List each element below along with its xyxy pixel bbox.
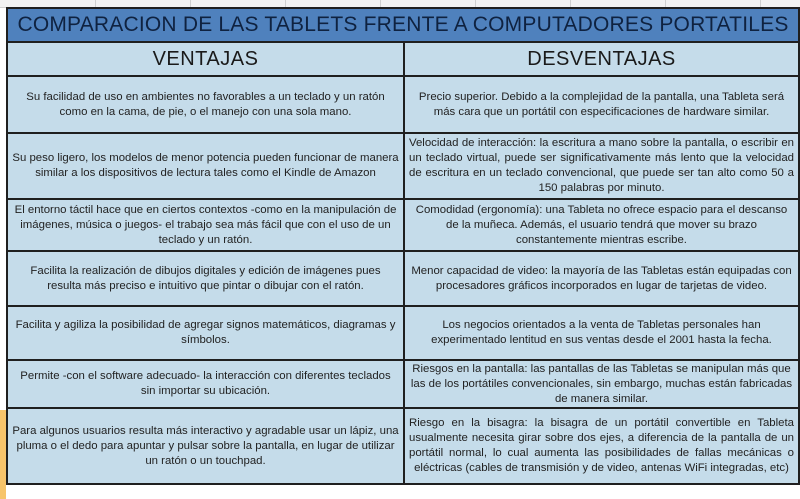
- table-title[interactable]: COMPARACION DE LAS TABLETS FRENTE A COMPUTADORES PORTATILES: [7, 8, 799, 42]
- table-row: [7, 76, 799, 133]
- ventaja-cell[interactable]: Su facilidad de uso en ambientes no favorables a un teclado y un ratón como en la cama, de pie, o el manejo con una sola mano.: [7, 76, 404, 133]
- ventaja-cell[interactable]: Facilita la realización de dibujos digitales y edición de imágenes pues resulta más preciso e intuitivo que pintar o dibujar con el ratón.: [7, 251, 404, 306]
- comparison-table: [6, 7, 800, 485]
- ventaja-cell[interactable]: Facilita y agiliza la posibilidad de agregar signos matemáticos, diagramas y símbolos.: [7, 306, 404, 360]
- table-row: [7, 360, 799, 408]
- ventaja-cell[interactable]: El entorno táctil hace que en ciertos contextos -como en la manipulación de imágenes, música o juegos- el trabajo sea más fácil que con el uso de un teclado y un ratón.: [7, 199, 404, 251]
- header-desventajas[interactable]: DESVENTAJAS: [404, 42, 799, 76]
- ventaja-cell[interactable]: Permite -con el software adecuado- la interacción con diferentes teclados sin importar su ubicación.: [7, 360, 404, 408]
- table-row: [7, 408, 799, 484]
- table-row: [7, 306, 799, 360]
- table-row: [7, 133, 799, 199]
- header-ventajas[interactable]: VENTAJAS: [7, 42, 404, 76]
- table-row: [7, 199, 799, 251]
- desventaja-cell[interactable]: Comodidad (ergonomía): una Tableta no ofrece espacio para el descanso de la muñeca. Además, el usuario tendrá que mover su brazo constantemente mientras escribe.: [404, 199, 799, 251]
- desventaja-cell[interactable]: Velocidad de interacción: la escritura a mano sobre la pantalla, o escribir en un teclado virtual, puede ser significativamente más lento que la velocidad de escritura en un teclado convencional, que puede ser tan alto como 50 a 150 palabras por minuto.: [404, 133, 799, 199]
- title-row: [7, 8, 799, 42]
- desventaja-cell[interactable]: Los negocios orientados a la venta de Tabletas personales han experimentado lentitud en sus ventas desde el 2001 hasta la fecha.: [404, 306, 799, 360]
- desventaja-cell[interactable]: Precio superior. Debido a la complejidad de la pantalla, una Tableta será más cara que un portátil con especificaciones de hardware similar.: [404, 76, 799, 133]
- table-row: [7, 251, 799, 306]
- desventaja-cell[interactable]: Riesgo en la bisagra: la bisagra de un portátil convertible en Tableta usualmente necesita girar sobre dos ejes, a diferencia de la pantalla de un portátil normal, lo cual aumenta las posibilidades de fallas mecánicas o eléctricas (cables de transmisión y de video, antenas WiFi integradas, etc): [404, 408, 799, 484]
- ventaja-cell[interactable]: Su peso ligero, los modelos de menor potencia pueden funcionar de manera similar a los dispositivos de lectura tales como el Kindle de Amazon: [7, 133, 404, 199]
- desventaja-cell[interactable]: Riesgos en la pantalla: las pantallas de las Tabletas se manipulan más que las de los portátiles convencionales, sin embargo, muchas están fabricadas de manera similar.: [404, 360, 799, 408]
- desventaja-cell[interactable]: Menor capacidad de video: la mayoría de las Tabletas están equipadas con procesadores gráficos incorporados en lugar de tarjetas de video.: [404, 251, 799, 306]
- ventaja-cell[interactable]: Para algunos usuarios resulta más interactivo y agradable usar un lápiz, una pluma o el dedo para apuntar y pulsar sobre la pantalla, en lugar de utilizar un ratón o un touchpad.: [7, 408, 404, 484]
- header-row: [7, 42, 799, 76]
